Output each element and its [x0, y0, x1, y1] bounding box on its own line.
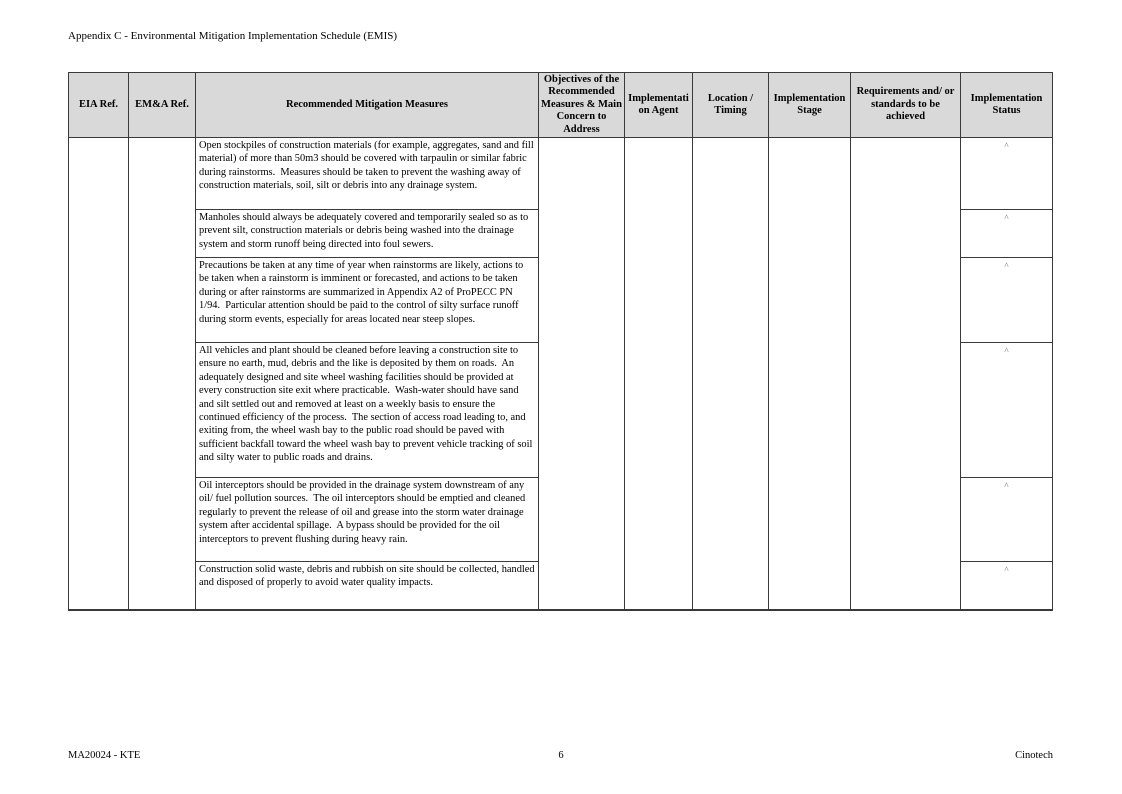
- status-cell: ^: [961, 478, 1052, 562]
- location-timing-body-cell: [693, 138, 769, 609]
- measure-cell: Open stockpiles of construction materials (for example, aggregates, sand and fill material) of more than 50m3 should be covered with tarpaulin or similar fabric during rainstorms. Measures should be taken to prevent the washing away of construction materials, soil, silt or debris into any drainage system.: [196, 138, 538, 210]
- measure-cell: Precautions be taken at any time of year when rainstorms are likely, actions to be taken when a rainstorm is imminent or forecasted, and actions to be taken during or after rainstorms are summarized in Appendix A2 of ProPECC PN 1/94. Particular attention should be paid to the control of silty surface runoff during storm events, especially for areas located near steep slopes.: [196, 258, 538, 343]
- col-header-implementation-status: Implementation Status: [970, 92, 1043, 116]
- ema-ref-body-cell: [129, 138, 196, 609]
- col-header-eia-ref: EIA Ref.: [69, 73, 129, 137]
- footer-company-name: Cinotech: [1015, 750, 1053, 761]
- emis-table: [68, 72, 1053, 611]
- status-cell: ^: [961, 138, 1052, 210]
- col-header-recommended-mitigation-measures: Recommended Mitigation Measures: [196, 73, 539, 137]
- table-body: [69, 138, 1052, 609]
- measure-cell: Manholes should always be adequately covered and temporarily sealed so as to prevent silt, construction materials or debris being washed into the drainage system and storm runoff being directed into foul sewers.: [196, 210, 538, 258]
- col-header-implementation-agent: Implementation Agent: [625, 73, 693, 137]
- col-header-ema-ref: EM&A Ref.: [129, 73, 196, 137]
- status-cell: ^: [1004, 565, 1009, 575]
- col-header-implementation-stage: Implementation Stage: [769, 73, 851, 137]
- measure-cell: Construction solid waste, debris and rubbish on site should be collected, handled and disposed of properly to avoid water quality impacts.: [199, 564, 538, 589]
- page-title: Appendix C - Environmental Mitigation Implementation Schedule (EMIS): [68, 30, 398, 42]
- footer-project-ref: MA20024 - KTE: [68, 750, 141, 761]
- table-header-row: [69, 73, 1052, 138]
- eia-ref-body-cell: [69, 138, 129, 609]
- col-header-objectives: Objectives of the Recommended Measures & Main Concern to Address: [539, 73, 625, 137]
- status-cell: ^: [961, 210, 1052, 258]
- measure-cell: Oil interceptors should be provided in the drainage system downstream of any oil/ fuel pollution sources. The oil interceptors should be emptied and cleaned regularly to prevent the release of oil and grease into the storm water drainage system after accidental spillage. A bypass should be provided for the oil interceptors to prevent flushing during heavy rain.: [196, 478, 538, 562]
- col-header-requirements-standards: Requirements and/ or standards to be achieved: [851, 73, 961, 137]
- objectives-body-cell: [539, 138, 625, 609]
- implementation-agent-body-cell: [625, 138, 693, 609]
- status-cell: ^: [961, 343, 1052, 478]
- requirements-body-cell: [851, 138, 961, 609]
- status-cell: ^: [961, 258, 1052, 343]
- mitigation-measures-column: [196, 138, 539, 609]
- measure-cell: All vehicles and plant should be cleaned before leaving a construction site to ensure no earth, mud, debris and the like is deposited by them on roads. An adequately designed and site wheel washing facilities should be provided at every construction site exit where practicable. Wash-water should have sand and silt settled out and removed at least on a weekly basis to ensure the continued efficiency of the process. The section of access road leading to, and exiting from, the wheel wash bay to the public road should be paved with sufficient backfall toward the wheel wash bay to prevent vehicle tracking of soil and silty water to public roads and drains.: [196, 343, 538, 478]
- implementation-status-column: [961, 138, 1052, 609]
- implementation-stage-body-cell: [769, 138, 851, 609]
- footer-page-number: 6: [558, 750, 564, 761]
- col-header-location-timing: Location / Timing: [693, 73, 769, 137]
